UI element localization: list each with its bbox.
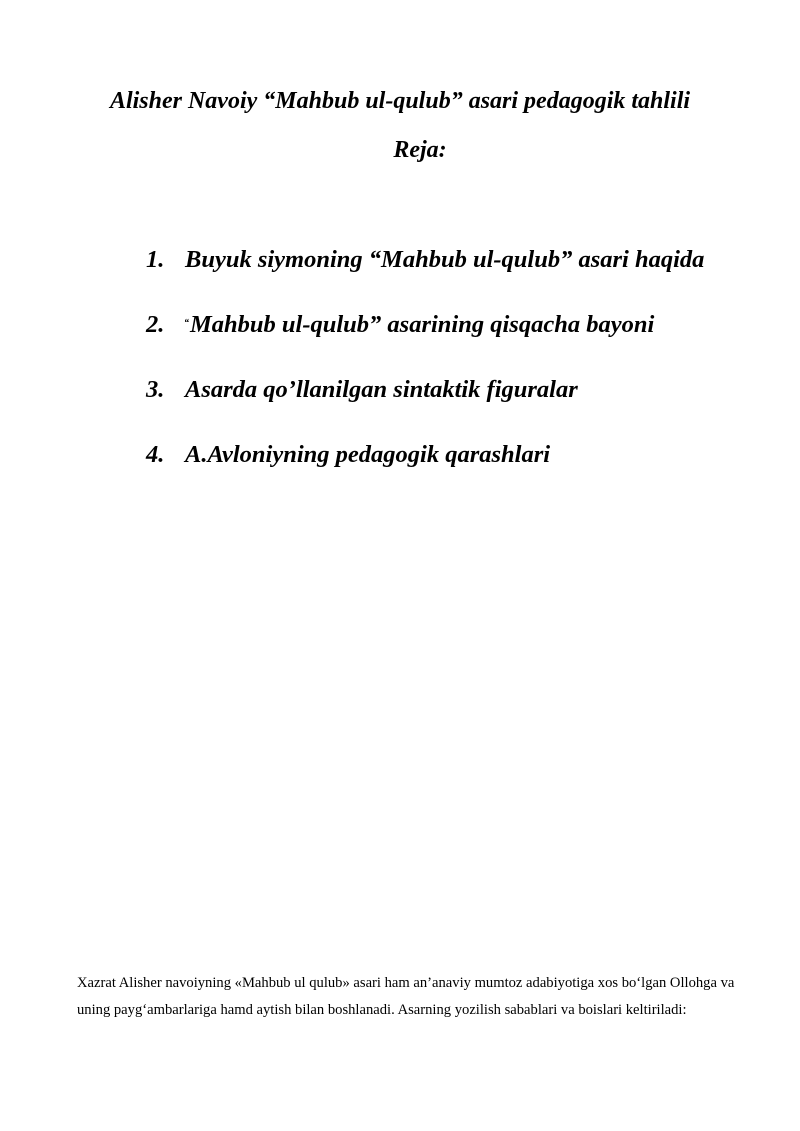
plan-item: [146, 307, 704, 372]
plan-heading: Reja:: [393, 137, 447, 163]
plan-item-text: Mahbub ul-qulub” asarining qisqacha bayoni: [190, 311, 655, 338]
plan-item: [146, 242, 704, 307]
plan-list: [146, 242, 704, 502]
body-paragraph: Xazrat Alisher navoiyning «Mahbub ul qulub» asari ham an’anaviy mumtoz adabiyotiga xos bo‘lgan Ollohga va uning payg‘ambarlariga hamd aytish bilan boshlanadi. Asarning yozilish sabablari va boislari keltiriladi:: [77, 975, 735, 1018]
plan-item-text: Asarda qo’llanilgan sintaktik figuralar: [185, 376, 578, 403]
plan-item-number: 2.: [146, 311, 165, 338]
plan-item: [146, 372, 704, 437]
plan-item-text: A.Avloniyning pedagogik qarashlari: [185, 441, 551, 468]
plan-item-number: 1.: [146, 246, 165, 273]
plan-item-number: 4.: [146, 441, 165, 468]
document-title: Alisher Navoiy “Mahbub ul-qulub” asari pedagogik tahlili: [109, 88, 691, 114]
plan-item-number: 3.: [146, 376, 165, 403]
plan-item-text: Buyuk siymoning “Mahbub ul-qulub” asari haqida: [185, 246, 705, 273]
plan-item: [146, 437, 704, 502]
plan-item-prefix: “: [184, 318, 189, 329]
